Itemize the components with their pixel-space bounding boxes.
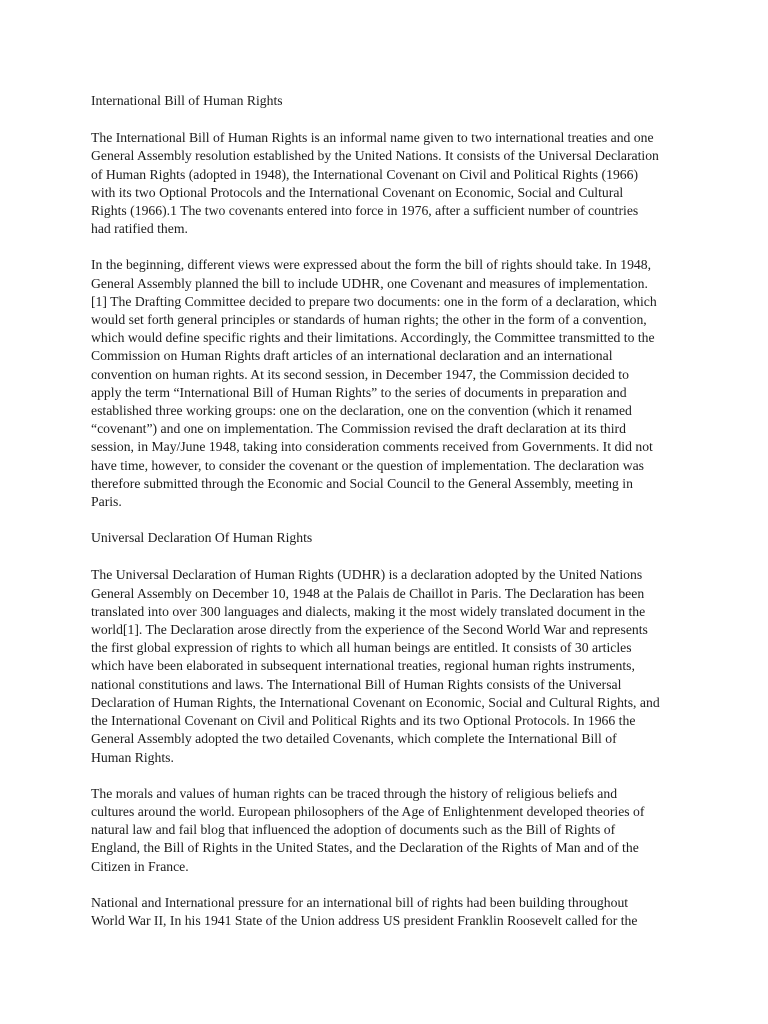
text-line: The Universal Declaration of Human Rights (UDHR) is a declaration adopted by the United Nations — [91, 567, 643, 583]
text-line: National and International pressure for an international bill of rights had been building throughout — [91, 894, 629, 910]
paragraph — [91, 566, 691, 766]
section-international-bill — [91, 92, 691, 511]
text-line: natural law and fail blog that influenced the adoption of documents such as the Bill of Rights of — [91, 822, 616, 838]
text-line: with its two Optional Protocols and the International Covenant on Economic, Social and Cultural — [91, 184, 624, 200]
text-line: established three working groups: one on the declaration, one on the convention (which it renamed — [91, 403, 632, 419]
text-line: General Assembly resolution established by the United Nations. It consists of the Universal Declaration — [91, 148, 659, 164]
text-line: have time, however, to consider the covenant or the question of implementation. The declaration was — [91, 457, 644, 473]
text-line: General Assembly on December 10, 1948 at the Palais de Chaillot in Paris. The Declaration has been — [91, 585, 645, 601]
text-line: national constitutions and laws. The International Bill of Human Rights consists of the Universal — [91, 676, 622, 692]
paragraph — [91, 785, 691, 876]
text-line: session, in May/June 1948, taking into consideration comments received from Governments. It did not — [91, 439, 653, 455]
text-line: apply the term “International Bill of Human Rights” to the series of documents in preparation and — [91, 384, 627, 400]
text-line: “covenant”) and one on implementation. The Commission revised the draft declaration at its third — [91, 421, 626, 437]
text-line: In the beginning, different views were expressed about the form the bill of rights should take. In 1948, — [91, 257, 652, 273]
text-line: of Human Rights (adopted in 1948), the International Covenant on Civil and Political Rights (1966) — [91, 166, 639, 182]
text-line: Rights (1966).1 The two covenants entered into force in 1976, after a sufficient number of countries — [91, 203, 639, 219]
text-line: Citizen in France. — [91, 858, 189, 874]
text-line: England, the Bill of Rights in the United States, and the Declaration of the Rights of Man and of the — [91, 840, 639, 856]
text-line: had ratified them. — [91, 221, 188, 237]
text-line: The morals and values of human rights can be traced through the history of religious beliefs and — [91, 785, 618, 801]
text-line: World War II, In his 1941 State of the Union address US president Franklin Roosevelt called for the — [91, 912, 638, 928]
text-line: cultures around the world. European philosophers of the Age of Enlightenment developed theories of — [91, 803, 645, 819]
text-line: General Assembly planned the bill to include UDHR, one Covenant and measures of implementation. — [91, 275, 648, 291]
paragraph — [91, 894, 691, 930]
section-universal-declaration — [91, 529, 691, 930]
text-line: would set forth general principles or standards of human rights; the other in the form of a convention, — [91, 312, 647, 328]
text-line: Commission on Human Rights draft articles of an international declaration and an international — [91, 348, 613, 364]
text-line: Human Rights. — [91, 749, 174, 765]
text-line: therefore submitted through the Economic and Social Council to the General Assembly, meeting in — [91, 475, 633, 491]
text-line: the International Covenant on Civil and Political Rights and its two Optional Protocols. In 1966 the — [91, 713, 636, 729]
section-heading: International Bill of Human Rights — [91, 93, 283, 108]
paragraph — [91, 129, 691, 238]
text-line: Declaration of Human Rights, the International Covenant on Economic, Social and Cultural Rights, and — [91, 694, 660, 710]
text-line: which have been elaborated in subsequent international treaties, regional human rights instruments, — [91, 658, 635, 674]
text-line: world[1]. The Declaration arose directly from the experience of the Second World War and represents — [91, 622, 648, 638]
text-line: the first global expression of rights to which all human beings are entitled. It consists of 30 articles — [91, 640, 632, 656]
paragraph — [91, 256, 691, 511]
text-line: General Assembly adopted the two detailed Covenants, which complete the International Bill of — [91, 731, 617, 747]
text-line: The International Bill of Human Rights is an informal name given to two international treaties and one — [91, 130, 654, 146]
text-line: convention on human rights. At its second session, in December 1947, the Commission decided to — [91, 366, 629, 382]
text-line: Paris. — [91, 494, 122, 510]
document-page — [91, 92, 691, 948]
text-line: [1] The Drafting Committee decided to prepare two documents: one in the form of a declaration, which — [91, 293, 657, 309]
section-heading: Universal Declaration Of Human Rights — [91, 530, 313, 546]
text-line: translated into over 300 languages and dialects, making it the most widely translated document in the — [91, 603, 646, 619]
text-line: which would define specific rights and their limitations. Accordingly, the Committee transmitted to the — [91, 330, 655, 346]
